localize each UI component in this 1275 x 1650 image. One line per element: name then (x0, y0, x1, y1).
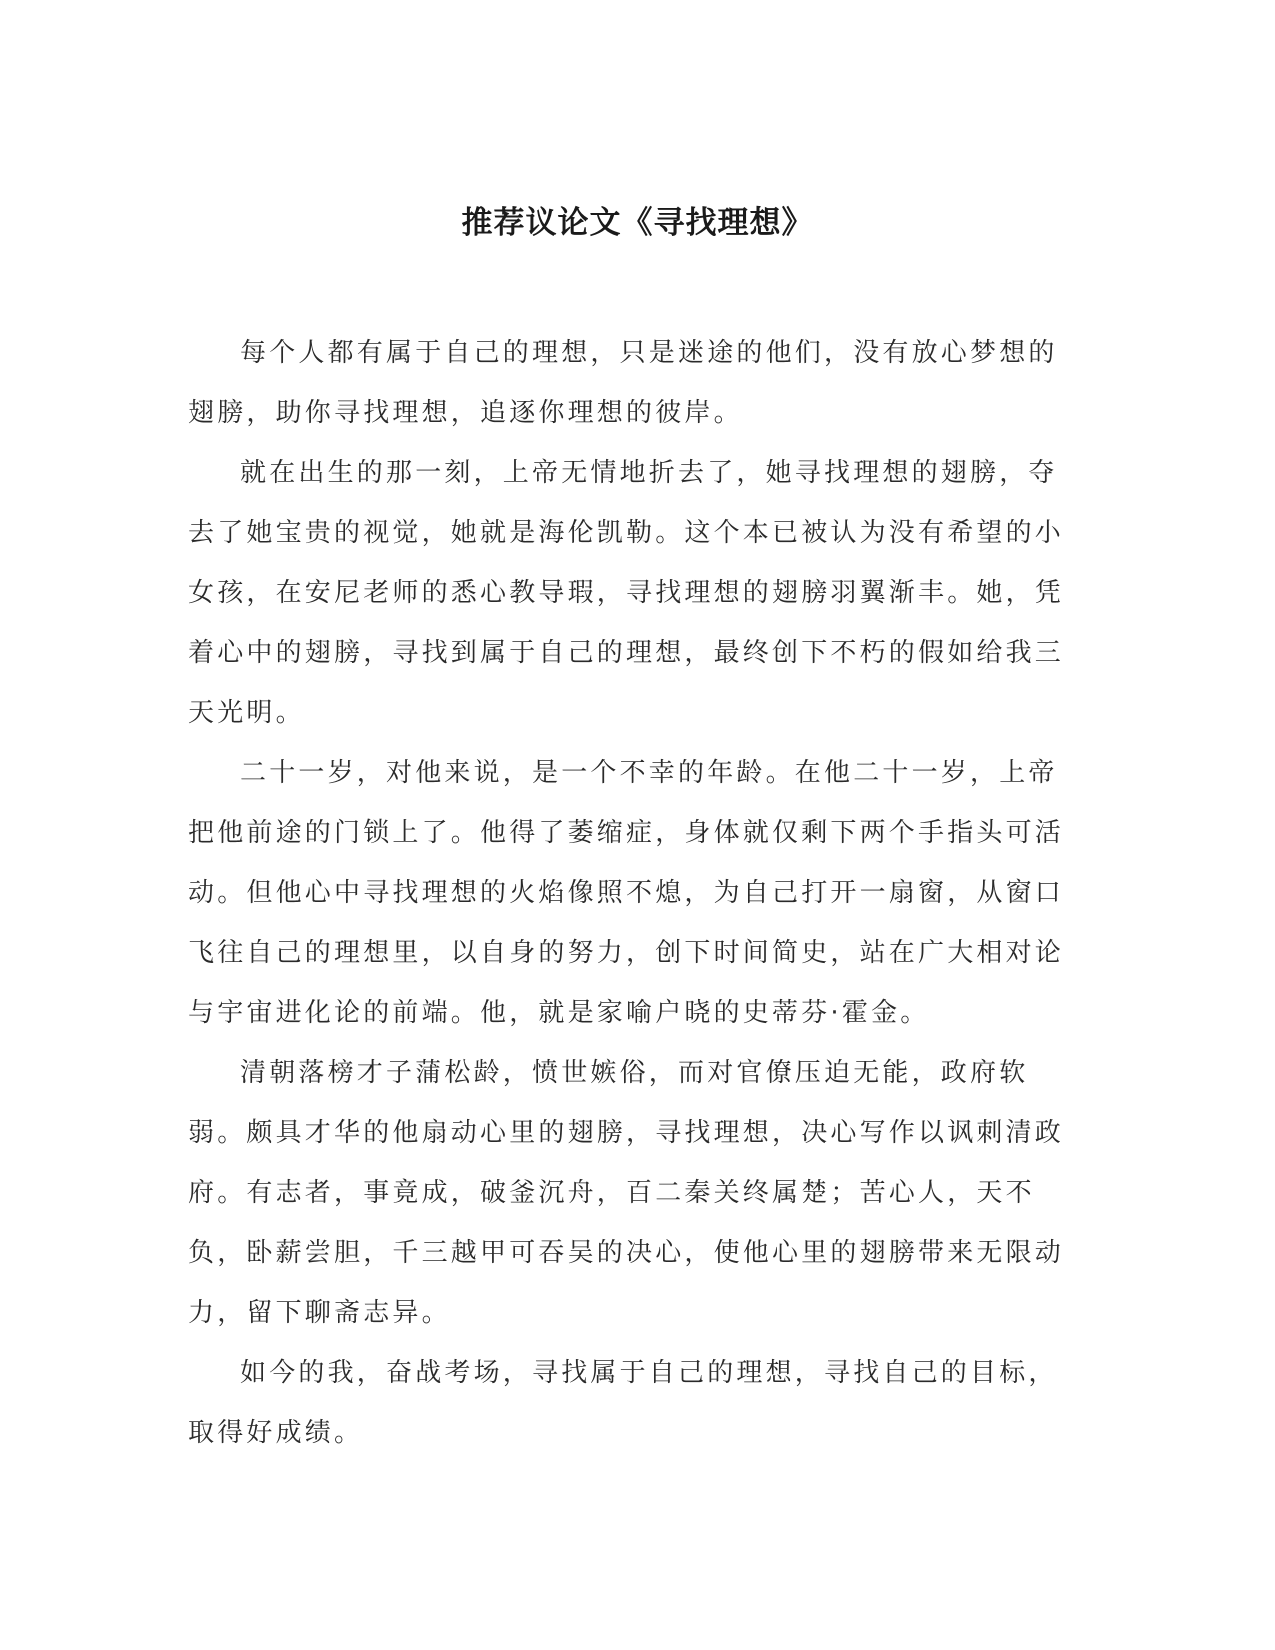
document-body (188, 323, 1072, 1463)
paragraph-4: 清朝落榜才子蒲松龄，愤世嫉俗，而对官僚压迫无能，政府软弱。颇具才华的他扇动心里的翅膀，寻找理想，决心写作以讽刺清政府。有志者，事竟成，破釜沉舟，百二秦关终属楚；苦心人，天不负，卧薪尝胆，千三越甲可吞吴的决心，使他心里的翅膀带来无限动力，留下聊斋志异。 (188, 1058, 1065, 1328)
paragraph-3: 二十一岁，对他来说，是一个不幸的年龄。在他二十一岁，上帝把他前途的门锁上了。他得了萎缩症，身体就仅剩下两个手指头可活动。但他心中寻找理想的火焰像照不熄，为自己打开一扇窗，从窗口飞往自己的理想里，以自身的努力，创下时间简史，站在广大相对论与宇宙进化论的前端。他，就是家喻户晓的史蒂芬·霍金。 (188, 758, 1065, 1028)
paragraph-5: 如今的我，奋战考场，寻找属于自己的理想，寻找自己的目标，取得好成绩。 (188, 1358, 1058, 1448)
paragraph-2: 就在出生的那一刻，上帝无情地折去了，她寻找理想的翅膀，夺去了她宝贵的视觉，她就是海伦凯勒。这个本已被认为没有希望的小女孩，在安尼老师的悉心教导瑕，寻找理想的翅膀羽翼渐丰。她，凭着心中的翅膀，寻找到属于自己的理想，最终创下不朽的假如给我三天光明。 (188, 458, 1065, 728)
document-title: 推荐议论文《寻找理想》 (461, 205, 814, 241)
paragraph-1: 每个人都有属于自己的理想，只是迷途的他们，没有放心梦想的翅膀，助你寻找理想，追逐你理想的彼岸。 (188, 338, 1058, 428)
